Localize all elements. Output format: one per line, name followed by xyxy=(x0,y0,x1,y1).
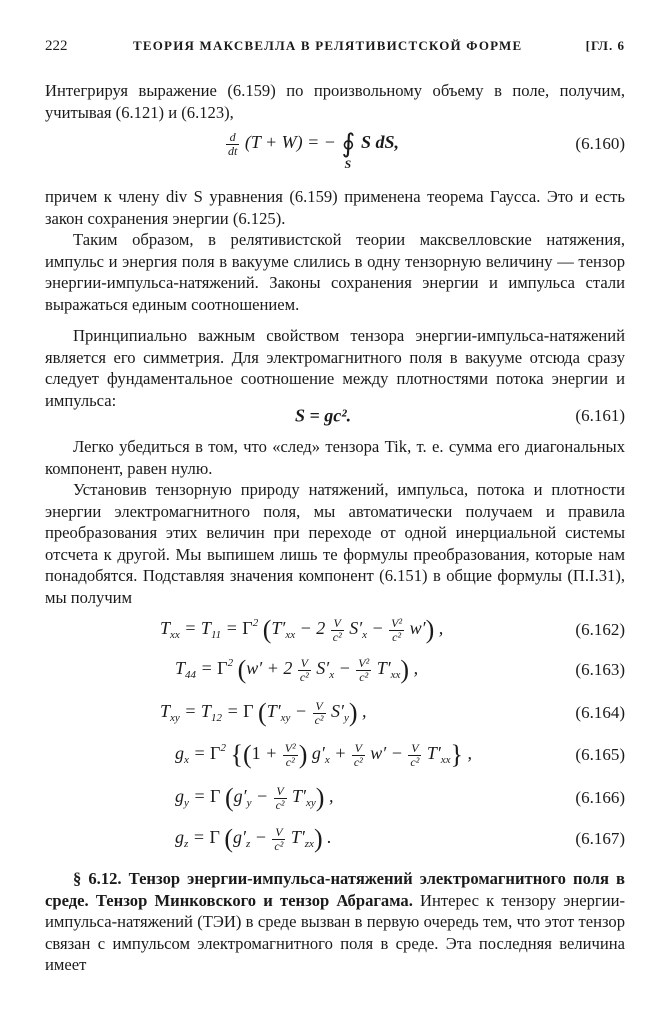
equation-6-162 xyxy=(45,610,625,650)
running-header xyxy=(45,38,625,60)
equation-number: (6.164) xyxy=(575,703,625,722)
equation-body: S = gc². xyxy=(295,405,352,426)
equation-number: (6.166) xyxy=(575,788,625,807)
equation-6-163 xyxy=(45,650,625,690)
equation-body: $g_z = \Gamma$ ($g'_z$ − $\frac{V}{\text{c²}}$ $T'_{zx}$) . xyxy=(175,824,332,853)
contour-integral-icon: ∮ S xyxy=(341,129,356,171)
paragraph-transformation xyxy=(45,479,625,608)
equation-6-160 xyxy=(45,124,625,171)
equation-body: $T_{xx} = T_{11} = \Gamma^2$ ($T'_{xx} - 2$ $\frac{V}{\text{c²}}$ $S'_x$ − $\frac{\text{V²}}{\text{c²}}$ w′) , xyxy=(160,615,444,644)
equation-lhs: (T + W) = − xyxy=(244,132,336,153)
equation-6-164 xyxy=(45,693,625,733)
paragraph-trace xyxy=(45,436,625,479)
equation-body: $g_x = \Gamma^2$ {(1 + $\frac{\text{V²}}{\text{c²}}$ ) $g'_x$ + $\frac{V}{\text{c²}}$ w′ − $\frac{V}{\text{c²}}$ $T'_{xx}$} , xyxy=(175,740,473,769)
equation-number: (6.167) xyxy=(575,829,625,848)
equation-body: $T_{44} = \Gamma^2$ (w′ + 2 $\frac{V}{\text{c²}}$ $S'_x$ − $\frac{\text{V²}}{\text{c²}}$ $T'_{xx}$) , xyxy=(175,655,419,684)
equation-rhs: S dS, xyxy=(360,132,399,153)
equation-number: (6.163) xyxy=(575,660,625,679)
equation-6-167 xyxy=(45,819,625,859)
equation-body: $g_y = \Gamma$ ($g'_y$ − $\frac{V}{\text{c²}}$ $T'_{xy}$) , xyxy=(175,783,334,812)
paragraph-text: Легко убедиться в том, что «след» тензора Tik, т. е. сумма его диагональных компонент, равен нулю. xyxy=(45,437,625,478)
page-number: 222 xyxy=(45,38,68,54)
paragraph-text: Установив тензорную природу натяжений, импульса, потока и плотности энергии электромагнитного поля, мы автоматически получаем и правила преобразования этих величин при переходе от одной инерциальной системы отсчета к другой. Мы выпишем лишь те формулы преобразования, которые нам понадобятся. Подставляя значения компонент (6.151) в общие формулы (П.I.31), мы получим xyxy=(45,480,625,607)
derivative-fraction: $\frac{d}{dt}$ xyxy=(228,129,238,158)
paragraph-text: причем к члену div S уравнения (6.159) применена теорема Гаусса. Это и есть закон сохранения энергии (6.125). xyxy=(45,187,625,228)
chapter-marker: [ГЛ. 6 xyxy=(585,38,625,53)
equation-number: (6.162) xyxy=(575,620,625,639)
section-title: § 6.12. Тензор энергии-импульса-натяжений электромагнитного поля в среде. Тензор Минковского и тензор Абрагама. xyxy=(45,869,625,910)
paragraph-text: Принципиально важным свойством тензора энергии-импульса-натяжений является его симметрия. Для электромагнитного поля в вакууме отсюда сразу следует фундаментальное соотношение между плотностями потока энергии и импульса: xyxy=(45,326,625,410)
paragraph-tensor-unification xyxy=(45,229,625,315)
equation-number: (6.165) xyxy=(575,745,625,764)
paragraph-text: Таким образом, в релятивистской теории максвелловские натяжения, импульс и энергия поля в вакууме слились в одну тензорную величину — тензор энергии-импульса-натяжений. Законы сохранения энергии и импульса стали выражаться единым соотношением. xyxy=(45,230,625,314)
equation-number: (6.160) xyxy=(575,134,625,153)
section-text: Интерес к тензору энергии-импульса-натяжений (ТЭИ) в среде вызван в первую очередь тем, что этот тензор связан с импульсом электромагнитного поля в среде. Эта последняя величина имеет xyxy=(45,890,625,974)
running-title: ТЕОРИЯ МАКСВЕЛЛА В РЕЛЯТИВИСТСКОЙ ФОРМЕ xyxy=(133,38,523,53)
equation-body: $T_{xy} = T_{12} = \Gamma$ ($T'_{xy}$ − $\frac{V}{\text{c²}}$ $S'_y$) , xyxy=(160,698,367,727)
equation-6-161 xyxy=(45,396,625,436)
equation-6-165 xyxy=(45,735,625,775)
equation-number: (6.161) xyxy=(575,406,625,425)
paragraph-gauss xyxy=(45,186,625,229)
equation-6-166 xyxy=(45,778,625,818)
section-6-12 xyxy=(45,868,625,976)
equation-body xyxy=(225,129,399,171)
paragraph-integration xyxy=(45,80,625,123)
paragraph-text: Интегрируя выражение (6.159) по произвольному объему в поле, получим, учитывая (6.121) и (6.123), xyxy=(45,81,625,122)
